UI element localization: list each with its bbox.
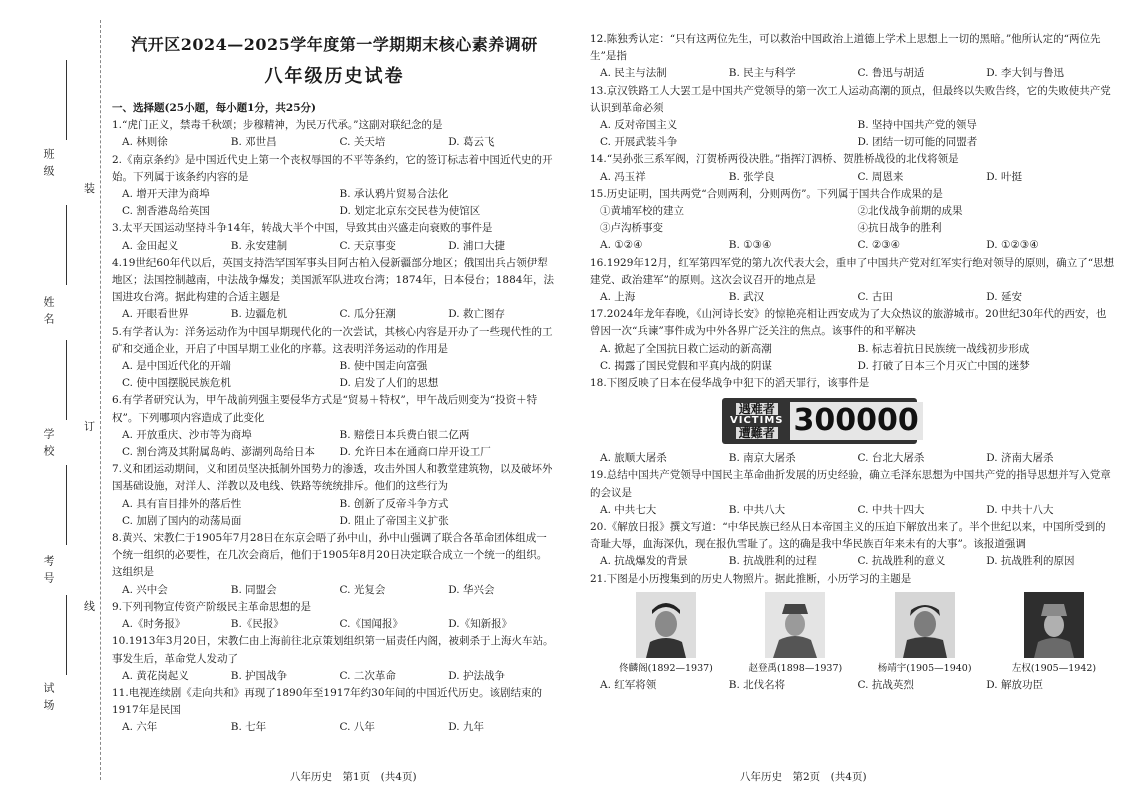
answer-option: C. 周恩来 — [857, 170, 904, 183]
answer-option: A. 开眼看世界 — [122, 308, 189, 321]
answer-option: D. 李大钊与鲁迅 — [986, 67, 1064, 80]
page-1-footer: 八年历史 第1页 (共4页) — [290, 771, 417, 783]
answer-option: A. 中共七大 — [600, 503, 657, 516]
question-block — [590, 83, 1115, 152]
answer-option: A. 旅顺大屠杀 — [600, 452, 667, 465]
answer-option: A. 开放重庆、沙市等为商埠 — [122, 428, 252, 441]
answer-option: ①黄埔军校的建立 — [600, 205, 684, 218]
question-stem: 14.“吴孙张三系军阀，汀贺桥两役决胜。”指挥汀泗桥、贺胜桥战役的北伐将领是 — [590, 153, 959, 166]
answer-option: B. 抗战胜利的过程 — [728, 555, 817, 568]
answer-option: ③卢沟桥事变 — [600, 222, 663, 235]
portrait-photo — [895, 592, 955, 658]
victims-memorial-sign — [722, 398, 917, 444]
answer-option: D. 九年 — [448, 721, 484, 734]
answer-option: A. 林则徐 — [122, 136, 168, 149]
answer-option: D. 解放功臣 — [986, 679, 1043, 692]
portrait-card — [739, 592, 851, 677]
answer-option: A. 掀起了全国抗日救亡运动的新高潮 — [600, 342, 772, 355]
seal-mark-line: 线 — [84, 600, 95, 613]
answer-option: D. 护法战争 — [448, 669, 505, 682]
question-stem: 17.2024年龙年春晚，《山河诗长安》的惊艳亮相让西安成为了大众热议的旅游城市。20世纪30年代的西安，也曾因一次“兵谏”事件成为中外各界广泛关注的焦点。该事件的和平解决 — [590, 308, 1107, 338]
exam-room-line — [66, 595, 67, 675]
answer-options — [590, 502, 1115, 519]
answer-options — [112, 427, 557, 461]
question-block — [590, 450, 1115, 467]
answer-option: A. 抗战爆发的背景 — [600, 555, 688, 568]
victims-number: 300000 — [790, 402, 923, 440]
school-line — [66, 340, 67, 420]
answer-option: A. 上海 — [600, 291, 636, 304]
question-block — [112, 633, 557, 685]
answer-option: B. ①③④ — [728, 239, 772, 252]
question-block — [112, 152, 557, 221]
answer-options — [590, 677, 1115, 694]
question-block — [590, 677, 1115, 694]
portrait-photo — [1024, 592, 1084, 658]
answer-option: B.《民报》 — [230, 618, 284, 631]
answer-options — [590, 169, 1115, 186]
question-block — [112, 685, 557, 737]
answer-option: C. 揭露了国民党假和平真内战的阴谋 — [600, 359, 772, 372]
answer-option: B. 同盟会 — [230, 583, 277, 596]
answer-option: D. 济南大屠杀 — [986, 452, 1054, 465]
question-block — [590, 186, 1115, 238]
answer-option: B. 赔偿日本兵费白银二亿两 — [339, 428, 470, 441]
answer-option: A. 六年 — [122, 721, 158, 734]
question-stem: 6.有学者研究认为，甲午战前列强主要侵华方式是“贸易＋特权”，甲午战后则变为“投资＋特权”。下列哪项内容造成了此变化 — [112, 394, 538, 424]
answer-option: B. 永安建制 — [230, 239, 288, 252]
question-block — [112, 461, 557, 530]
answer-options — [112, 186, 557, 220]
question-stem: 20.《解放日报》撰文写道：“中华民族已经从日本帝国主义的压迫下解放出来了。半个世纪以来，中国所受到的奇耻大辱，血海深仇，现在报仇雪耻了。这的确是我中华民族百年来未有的大事”。该报道强调 — [590, 521, 1106, 551]
answer-option: B. 张学良 — [728, 170, 775, 183]
portrait-caption: 左权(1905—1942) — [1011, 662, 1097, 674]
question-block — [590, 255, 1115, 307]
question-stem: 10.1913年3月20日，宋教仁由上海前往北京策划组织第一届责任内阁，被刺杀于上海火车站。事发生后，革命党人发动了 — [112, 635, 554, 665]
answer-option: D.《知新报》 — [448, 618, 513, 631]
page-2-footer: 八年历史 第2页 (共4页) — [740, 771, 867, 783]
answer-option: ②北伐战争前期的成果 — [857, 205, 963, 218]
answer-option: A. ①②④ — [600, 239, 643, 252]
exam-room-label: 试场 — [42, 682, 55, 716]
answer-option: B. 护国战争 — [230, 669, 288, 682]
question-stem: 2.《南京条约》是中国近代史上第一个丧权辱国的不平等条约，它的签订标志着中国近代史的开始。下列属于该条约内容的是 — [112, 153, 553, 183]
question-block — [112, 530, 557, 599]
victims-en: VICTIMS — [730, 415, 784, 427]
question-block — [112, 255, 557, 324]
answer-option: C. 关天培 — [339, 136, 386, 149]
class-label: 班级 — [42, 148, 55, 182]
question-stem: 13.京汉铁路工人大罢工是中国共产党领导的第一次工人运动高潮的顶点，但最终以失败告终，它的失败使共产党认识到革命必须 — [590, 84, 1111, 114]
binding-margin — [0, 0, 108, 793]
seal-mark-staple: 订 — [84, 420, 95, 433]
exam-number-label: 考号 — [42, 555, 55, 589]
answer-option: D. 阻止了帝国主义扩张 — [339, 514, 449, 527]
question-block — [112, 599, 557, 633]
answer-options — [590, 289, 1115, 306]
answer-options — [112, 616, 557, 633]
question-block — [590, 31, 1115, 83]
answer-option: A. 冯玉祥 — [600, 170, 646, 183]
answer-option: C. 台北大屠杀 — [857, 452, 925, 465]
portrait-card — [998, 592, 1110, 677]
answer-option: C. 割香港岛给英国 — [122, 205, 210, 218]
answer-option: A. 具有盲目排外的落后性 — [122, 497, 242, 510]
answer-option: B. 坚持中国共产党的领导 — [857, 119, 977, 132]
portrait-caption: 佟麟阁(1892—1937) — [619, 662, 713, 674]
question-list — [590, 31, 1115, 392]
answer-option: C. ②③④ — [857, 239, 901, 252]
answer-options — [112, 358, 557, 392]
answer-options — [112, 719, 557, 736]
question-block — [112, 117, 557, 151]
answer-option: D. 浦口大捷 — [448, 239, 505, 252]
victims-cn-top: 遇难者 — [736, 403, 778, 415]
question-stem: 9.下列刊物宣传资产阶级民主革命思想的是 — [112, 600, 312, 613]
answer-options — [590, 237, 1115, 254]
answer-option: D. 允许日本在通商口岸开设工厂 — [339, 446, 491, 459]
answer-option: B. 承认鸦片贸易合法化 — [339, 188, 449, 201]
answer-option: A. 黄花岗起义 — [122, 669, 189, 682]
answer-option: B. 民主与科学 — [728, 67, 796, 80]
page-1-questions — [112, 100, 557, 737]
question-stem: 1.“虎门正义，禁毒千秋颂；步穆精神，为民万代承。”这副对联纪念的是 — [112, 119, 443, 132]
answer-option: ④抗日战争的胜利 — [857, 222, 942, 235]
question-stem: 7.义和团运动期间，义和团员坚决抵制外国势力的渗透，攻击外国人和教堂建筑物，以及破坏外国基础设施，对洋人、洋教以及电线、铁路等统统排斥。他们的这些行为 — [112, 463, 553, 493]
answer-option: D. 华兴会 — [448, 583, 495, 596]
answer-option: C. 中共十四大 — [857, 503, 925, 516]
seal-mark-bind: 装 — [84, 182, 95, 195]
answer-option: C. 割台湾及其附属岛屿、澎湖列岛给日本 — [122, 446, 315, 459]
answer-options — [590, 65, 1115, 82]
answer-option: C. 鲁迅与胡适 — [857, 67, 925, 80]
page-2-questions — [590, 31, 1115, 694]
question-stem: 18.下图反映了日本在侵华战争中犯下的滔天罪行，该事件是 — [590, 377, 870, 390]
answer-option: B. 标志着抗日民族统一战线初步形成 — [857, 342, 1030, 355]
question-stem: 12.陈独秀认定：“只有这两位先生，可以救治中国政治上道德上学术上思想上一切的黑暗。”他所认定的“两位先生”是指 — [590, 33, 1101, 63]
answer-option: A. 是中国近代化的开端 — [122, 360, 231, 373]
answer-option: D. 葛云飞 — [448, 136, 495, 149]
portrait-photo — [636, 592, 696, 658]
question-block — [590, 571, 1115, 588]
answer-option: C. 二次革命 — [339, 669, 396, 682]
question-list — [590, 450, 1115, 588]
answer-options — [112, 134, 557, 151]
answer-option: D. 启发了人们的思想 — [339, 377, 439, 390]
answer-option: C. 开展武装斗争 — [600, 136, 678, 149]
question-block — [590, 237, 1115, 254]
question-stem: 8.黄兴、宋教仁于1905年7月28日在东京会晤了孙中山，孙中山强调了联合各革命团体组成一个统一组织的必要性，在几次会商后，他们于1905年8月20日决定联合成立一个统一的组织。这组织是 — [112, 532, 548, 579]
school-label: 学校 — [42, 428, 55, 462]
answer-option: A. 反对帝国主义 — [600, 119, 678, 132]
answer-option: D. 延安 — [986, 291, 1022, 304]
portrait-row — [610, 592, 1110, 677]
answer-option: C. 加剧了国内的动荡局面 — [122, 514, 242, 527]
answer-option: B. 北伐名将 — [728, 679, 786, 692]
page-2 — [590, 0, 1115, 793]
answer-option: D. ①②③④ — [986, 239, 1039, 252]
question-stem: 4.19世纪60年代以后，英国支持浩罕国军事头目阿古柏入侵新疆部分地区；俄国出兵占领伊犁地区；法国控制越南，中法战争爆发；美国派军队进攻台湾；1874年，日本侵台；1884年，法国进攻台湾。据此构建的合适主题是 — [112, 256, 554, 304]
name-label: 姓名 — [42, 296, 55, 330]
answer-option: B. 武汉 — [728, 291, 765, 304]
section-heading: 一、选择题(25小题，每小题1分，共25分) — [112, 102, 316, 114]
answer-option: C. 使中国摆脱民族危机 — [122, 377, 231, 390]
answer-options — [112, 668, 557, 685]
answer-option: C. 八年 — [339, 721, 375, 734]
answer-option: B. 七年 — [230, 721, 267, 734]
answer-options — [590, 553, 1115, 570]
answer-option: C.《国闻报》 — [339, 618, 403, 631]
answer-option: C. 瓜分狂潮 — [339, 308, 396, 321]
answer-option: C. 古田 — [857, 291, 893, 304]
question-block — [590, 467, 1115, 519]
answer-option: A. 民主与法制 — [600, 67, 667, 80]
answer-option: A. 金田起义 — [122, 239, 179, 252]
question-list — [590, 677, 1115, 694]
answer-option: B. 邓世昌 — [230, 136, 277, 149]
page-1 — [112, 0, 557, 793]
portrait-photo — [765, 592, 825, 658]
answer-option: D. 划定北京东交民巷为使馆区 — [339, 205, 481, 218]
answer-option: D. 叶挺 — [986, 170, 1022, 183]
answer-options — [112, 238, 557, 255]
question-block — [590, 151, 1115, 185]
portrait-caption: 赵登禹(1898—1937) — [748, 662, 843, 674]
answer-option: C. 光复会 — [339, 583, 386, 596]
portrait-card — [610, 592, 722, 677]
answer-options — [112, 496, 557, 530]
question-stem: 5.有学者认为：洋务运动作为中国早期现代化的一次尝试，其核心内容是开办了一些现代性的工矿和交通企业，开启了中国早期工业化的序幕。这表明洋务运动的作用是 — [112, 325, 553, 355]
answer-option: A. 兴中会 — [122, 583, 168, 596]
answer-options — [590, 341, 1115, 375]
answer-option: C. 天京事变 — [339, 239, 396, 252]
answer-option: A. 增开天津为商埠 — [122, 188, 210, 201]
question-block — [590, 375, 1115, 392]
question-block — [112, 392, 557, 461]
question-stem: 11.电视连续剧《走向共和》再现了1890年至1917年约30年间的中国近代历史。该剧结束的1917年是民国 — [112, 686, 543, 717]
answer-option: D. 中共十八大 — [986, 503, 1054, 516]
answer-option: B. 创新了反帝斗争方式 — [339, 497, 449, 510]
answer-option: D. 抗战胜利的原因 — [986, 555, 1075, 568]
class-line — [66, 60, 67, 140]
answer-option: A.《时务报》 — [122, 618, 186, 631]
answer-option: C. 抗战英烈 — [857, 679, 914, 692]
answer-option: B. 使中国走向富强 — [339, 360, 428, 373]
answer-option: A. 红军将领 — [600, 679, 657, 692]
question-block — [590, 306, 1115, 375]
victims-sign-labels — [730, 403, 784, 439]
question-stem: 3.太平天国运动坚持斗争14年，转战大半个中国，导致其由兴盛走向衰败的事件是 — [112, 222, 493, 235]
question-stem: 16.1929年12月，红军第四军党的第九次代表大会，重申了中国共产党对红军实行绝对领导的原则，确立了“思想建党、政治建军”的原则。这次会议召开的地点是 — [590, 256, 1115, 286]
victims-cn-bottom: 遭難者 — [736, 427, 778, 439]
answer-options — [590, 450, 1115, 467]
answer-option: D. 打破了日本三个月灭亡中国的迷梦 — [857, 359, 1030, 372]
question-block — [590, 519, 1115, 571]
seal-dashed-line — [100, 20, 101, 780]
answer-options — [112, 306, 557, 323]
exam-number-line — [66, 465, 67, 545]
answer-option: B. 中共八大 — [728, 503, 786, 516]
answer-options — [112, 582, 557, 599]
answer-option: B. 南京大屠杀 — [728, 452, 796, 465]
exam-subtitle: 八年级历史试卷 — [264, 66, 405, 87]
portrait-card — [869, 592, 981, 677]
question-block — [112, 220, 557, 254]
answer-options — [590, 117, 1115, 151]
question-stem: 21.下图是小历搜集到的历史人物照片。据此推断，小历学习的主题是 — [590, 572, 912, 585]
question-list — [112, 117, 557, 736]
answer-options — [590, 203, 1115, 237]
answer-option: D. 团结一切可能的同盟者 — [857, 136, 978, 149]
portrait-caption: 杨靖宇(1905—1940) — [877, 662, 972, 674]
question-block — [112, 324, 557, 393]
question-stem: 15.历史证明，国共两党“合则两利，分则两伤”。下列属于国共合作成果的是 — [590, 187, 943, 200]
name-line — [66, 205, 67, 285]
exam-title: 汽开区2024—2025学年度第一学期期末核心素养调研 — [131, 35, 538, 54]
answer-option: B. 边疆危机 — [230, 308, 288, 321]
answer-option: D. 救亡图存 — [448, 308, 505, 321]
answer-option: C. 抗战胜利的意义 — [857, 555, 946, 568]
question-stem: 19.总结中国共产党领导中国民主革命曲折发展的历史经验，确立毛泽东思想为中国共产党的指导思想并写入党章的会议是 — [590, 469, 1111, 499]
